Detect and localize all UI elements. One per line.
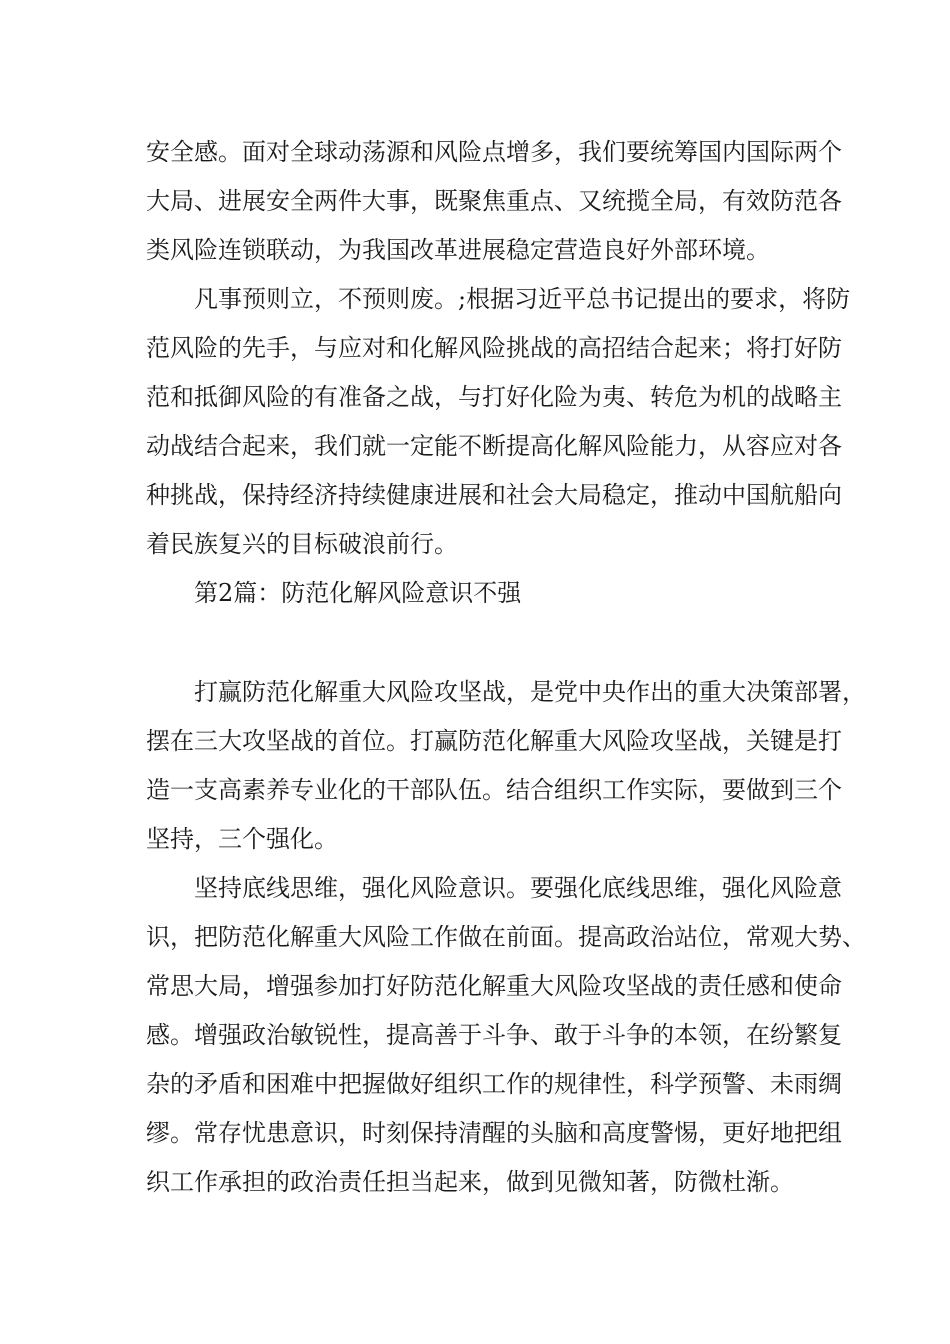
text-line: 织工作承担的政治责任担当起来，做到见微知著，防微杜渐。 (146, 1168, 794, 1196)
text-line: 造一支高素养专业化的干部队伍。结合组织工作实际，要做到三个 (146, 776, 842, 804)
text-line: 安全感。面对全球动荡源和风险点增多，我们要统筹国内国际两个 (146, 138, 842, 166)
text-line: 凡事预则立，不预则废。;根据习近平总书记提出的要求，将防 (194, 285, 851, 313)
paragraph-continuation (146, 128, 842, 275)
text-line: 类风险连锁联动，为我国改革进展稳定营造良好外部环境。 (146, 236, 770, 264)
text-line: 常思大局，增强参加打好防范化解重大风险攻坚战的责任感和使命 (146, 972, 842, 1000)
paragraph (146, 668, 866, 864)
text-line: 种挑战，保持经济持续健康进展和社会大局稳定，推动中国航船向 (146, 481, 842, 509)
paragraph (146, 864, 866, 1207)
spacer (146, 618, 826, 668)
text-line: 摆在三大攻坚战的首位。打赢防范化解重大风险攻坚战，关键是打 (146, 727, 842, 755)
text-line: 大局、进展安全两件大事，既聚焦重点、又统揽全局，有效防范各 (146, 187, 842, 215)
text-line: 着民族复兴的目标破浪前行。 (146, 530, 458, 558)
paragraph (146, 275, 851, 569)
text-line: 缪。常存忧患意识，时刻保持清醒的头脑和高度警惕，更好地把组 (146, 1119, 842, 1147)
text-line: 打赢防范化解重大风险攻坚战，是党中央作出的重大决策部署， (194, 678, 866, 706)
text-line: 范和抵御风险的有准备之战，与打好化险为夷、转危为机的战略主 (146, 383, 842, 411)
section-heading: 第2篇：防范化解风险意识不强 (194, 579, 522, 607)
text-line: 坚持底线思维，强化风险意识。要强化底线思维，强化风险意 (194, 874, 842, 902)
text-line: 范风险的先手，与应对和化解风险挑战的高招结合起来；将打好防 (146, 334, 842, 362)
document-body (146, 128, 866, 1207)
text-line: 识，把防范化解重大风险工作做在前面。提高政治站位，常观大势、 (146, 923, 866, 951)
text-line: 杂的矛盾和困难中把握做好组织工作的规律性，科学预警、未雨绸 (146, 1070, 842, 1098)
text-line: 感。增强政治敏锐性，提高善于斗争、敢于斗争的本领，在纷繁复 (146, 1021, 842, 1049)
text-line: 动战结合起来，我们就一定能不断提高化解风险能力，从容应对各 (146, 432, 842, 460)
text-line: 坚持，三个强化。 (146, 825, 338, 853)
